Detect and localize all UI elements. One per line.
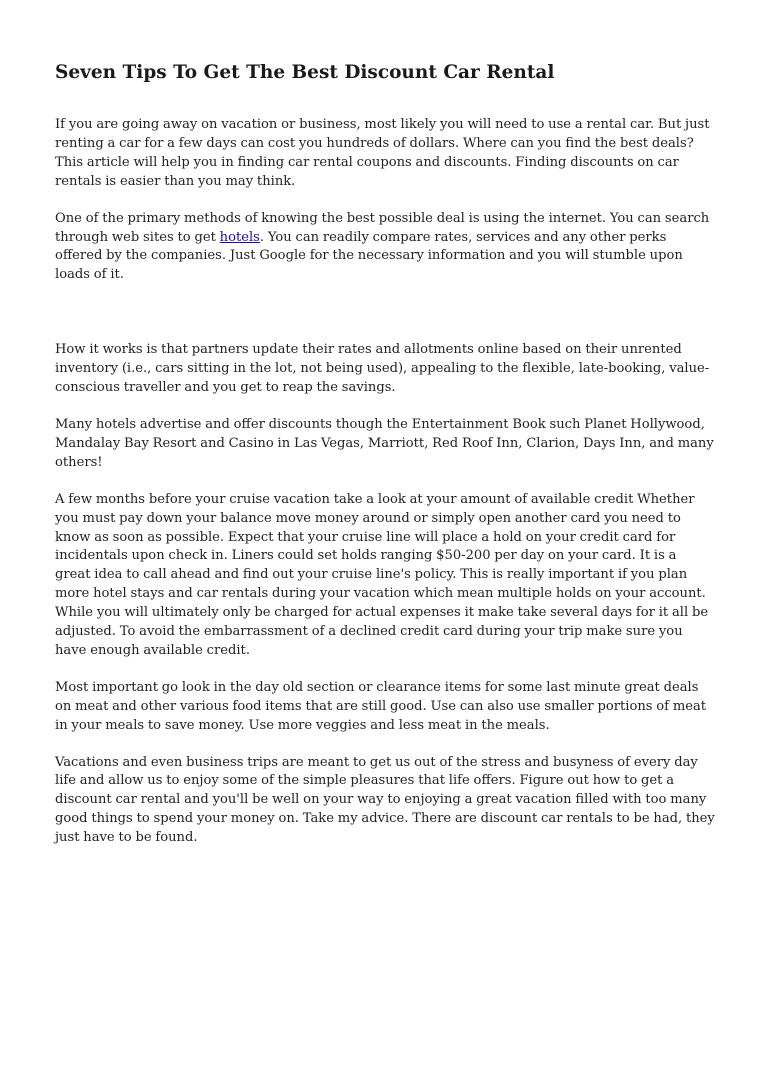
paragraph-cruise-credit: A few months before your cruise vacation take a look at your amount of available credit Whether you must pay down your balance move money around or simply open another card you need to know as soon as possible. Expect that your cruise line will place a hold on your credit card for incidentals upon check in. Liners could set holds ranging $50-200 per day on your card. It is a great idea to call ahead and find out your cruise line's policy. This is really important if you plan more hotel stays and car rentals during your vacation which mean multiple holds on your account. While you will ultimately only be charged for actual expenses it make take several days for it all be adjusted. To avoid the embarrassment of a declined credit card during your trip make sure you have enough available credit. [55, 491, 709, 658]
paragraph-how-it-works: How it works is that partners update their rates and allotments online based on their unrented inventory (i.e., cars sitting in the lot, not being used), appealing to the flexible, late-booking, value-conscious traveller and you get to reap the savings. [55, 342, 710, 396]
paragraph-text-after-link: . You can readily compare rates, services and any other perks offered by the companies. Just Google for the necessary information and you will stumble upon loads of it. [55, 229, 683, 283]
document-page [55, 58, 715, 848]
paragraph-intro: If you are going away on vacation or business, most likely you will need to use a rental car. But just renting a car for a few days can cost you hundreds of dollars. Where can you find the best deals? This article will help you in finding car rental coupons and discounts. Finding discounts on car rentals is easier than you may think. [55, 117, 710, 189]
paragraph-food-savings: Most important go look in the day old section or clearance items for some last minute great deals on meat and other various food items that are still good. Use can also use smaller portions of meat in your meals to save money. Use more veggies and less meat in the meals. [55, 679, 707, 733]
hotels-link[interactable]: hotels [219, 229, 260, 245]
paragraph-conclusion: Vacations and even business trips are meant to get us out of the stress and busyness of every day life and allow us to enjoy some of the simple pleasures that life offers. Figure out how to get a discount car rental and you'll be well on your way to enjoying a great vacation filled with too many good things to spend your money on. Take my advice. There are discount car rentals to be had, they just have to be found. [55, 754, 715, 846]
paragraph-text-before-link: One of the primary methods of knowing the best possible deal is using the internet. You can search through web sites to get [55, 210, 710, 245]
paragraph-hotels-discounts: Many hotels advertise and offer discounts though the Entertainment Book such Planet Hollywood, Mandalay Bay Resort and Casino in Las Vegas, Marriott, Red Roof Inn, Clarion, Days Inn, and many others! [55, 416, 714, 470]
paragraph-internet-search [55, 210, 715, 286]
document-title: Seven Tips To Get The Best Discount Car Rental [55, 62, 555, 83]
